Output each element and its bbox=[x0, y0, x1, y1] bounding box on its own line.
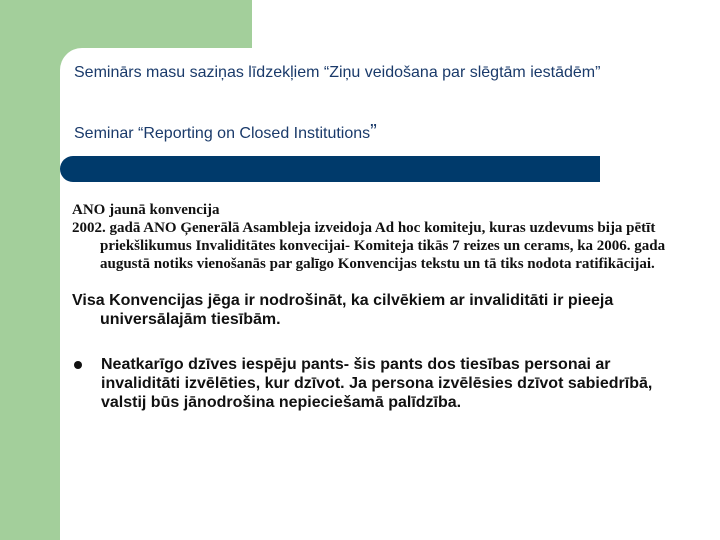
slide-title-english-quote: ” bbox=[370, 121, 377, 143]
slide-title-english bbox=[74, 123, 377, 143]
list-item bbox=[72, 355, 672, 412]
convention-heading: ANO jaunā konvencija bbox=[72, 202, 220, 218]
bullet-icon bbox=[74, 361, 82, 369]
history-paragraph: 2002. gadā ANO Ģenerālā Asambleja izveidoja Ad hoc komiteju, kuras uzdevums bija pētīt priekšlikumus Invaliditātes konvecijai- Komiteja tikās 7 reizes un cerams, ka 2006. gada augustā notiks vienošanās par galīgo Konvencijas tekstu un tā tiks nodota ratifikācijai. bbox=[72, 220, 666, 272]
bullet-text: Neatkarīgo dzīves iespēju pants- šis pants dos tiesības personai ar invaliditāti izvēlēties, kur dzīvot. Ja persona izvēlēsies dzīvot sabiedrībā, valstij būs jānodrošina nepieciešamā palīdzība. bbox=[101, 356, 653, 411]
purpose-paragraph: Visa Konvencijas jēga ir nodrošināt, ka cilvēkiem ar invaliditāti ir pieeja universālajām tiesībām. bbox=[72, 292, 614, 328]
slide-body bbox=[72, 201, 672, 412]
title-divider-bar bbox=[60, 156, 600, 182]
slide-title-english-text: Seminar “Reporting on Closed Institutions bbox=[74, 125, 371, 142]
slide-title-latvian: Seminārs masu saziņas līdzekļiem “Ziņu veidošana par slēgtām iestādēm” bbox=[74, 64, 601, 81]
decorative-left-band bbox=[0, 0, 60, 540]
